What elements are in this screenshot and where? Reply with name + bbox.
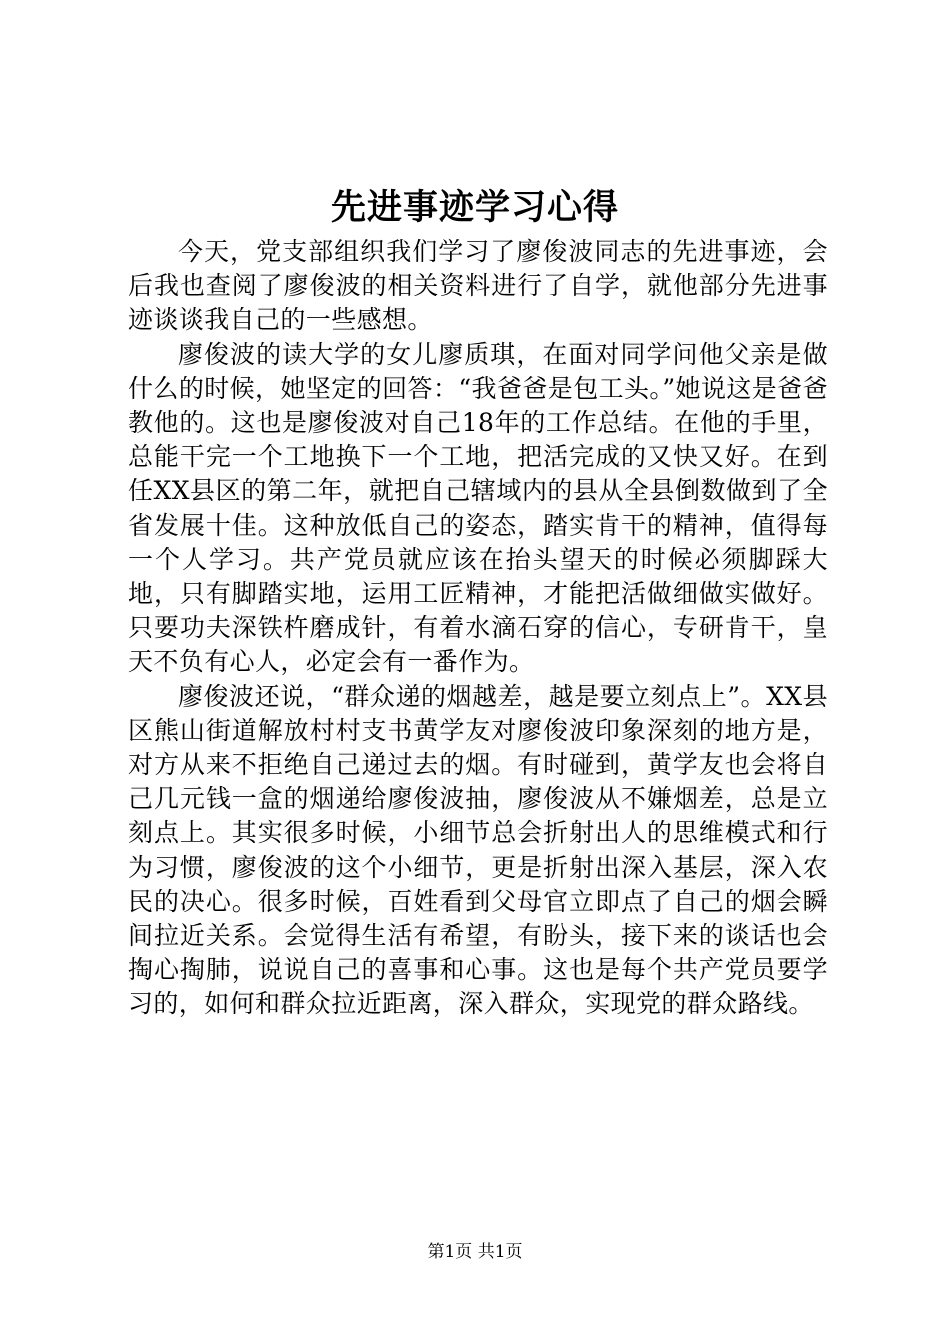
paragraph-2: 廖俊波的读大学的女儿廖质琪，在面对同学问他父亲是做什么的时候，她坚定的回答：“我爸爸是包工头。”她说这是爸爸教他的。这也是廖俊波对自己18年的工作总结。在他的手里，总能干完一个工地换下一个工地，把活完成的又快又好。在到任XX县区的第二年，就把自己辖域内的县从全县倒数做到了全省发展十佳。这种放低自己的姿态，踏实肯干的精神，值得每一个人学习。共产党员就应该在抬头望天的时候必须脚踩大地，只有脚踏实地，运用工匠精神，才能把活做细做实做好。只要功夫深铁杵磨成针，有着水滴石穿的信心，专研肯干，皇天不负有心人，必定会有一番作为。 <box>128 339 828 677</box>
paragraph-1: 今天，党支部组织我们学习了廖俊波同志的先进事迹，会后我也查阅了廖俊波的相关资料进行了自学，就他部分先进事迹谈谈我自己的一些感想。 <box>128 237 828 335</box>
paragraph-3: 廖俊波还说，“群众递的烟越差，越是要立刻点上”。XX县区熊山街道解放村村支书黄学友对廖俊波印象深刻的地方是，对方从来不拒绝自己递过去的烟。有时碰到，黄学友也会将自己几元钱一盒的烟递给廖俊波抽，廖俊波从不嫌烟差，总是立刻点上。其实很多时候，小细节总会折射出人的思维模式和行为习惯，廖俊波的这个小细节，更是折射出深入基层，深入农民的决心。很多时候，百姓看到父母官立即点了自己的烟会瞬间拉近关系。会觉得生活有希望，有盼头，接下来的谈话也会掏心掏肺，说说自己的喜事和心事。这也是每个共产党员要学习的，如何和群众拉近距离，深入群众，实现党的群众路线。 <box>128 681 828 1019</box>
document-body <box>128 235 828 1022</box>
page-number-footer: 第1页 共1页 <box>427 1242 523 1262</box>
page-title: 先进事迹学习心得 <box>330 187 619 228</box>
